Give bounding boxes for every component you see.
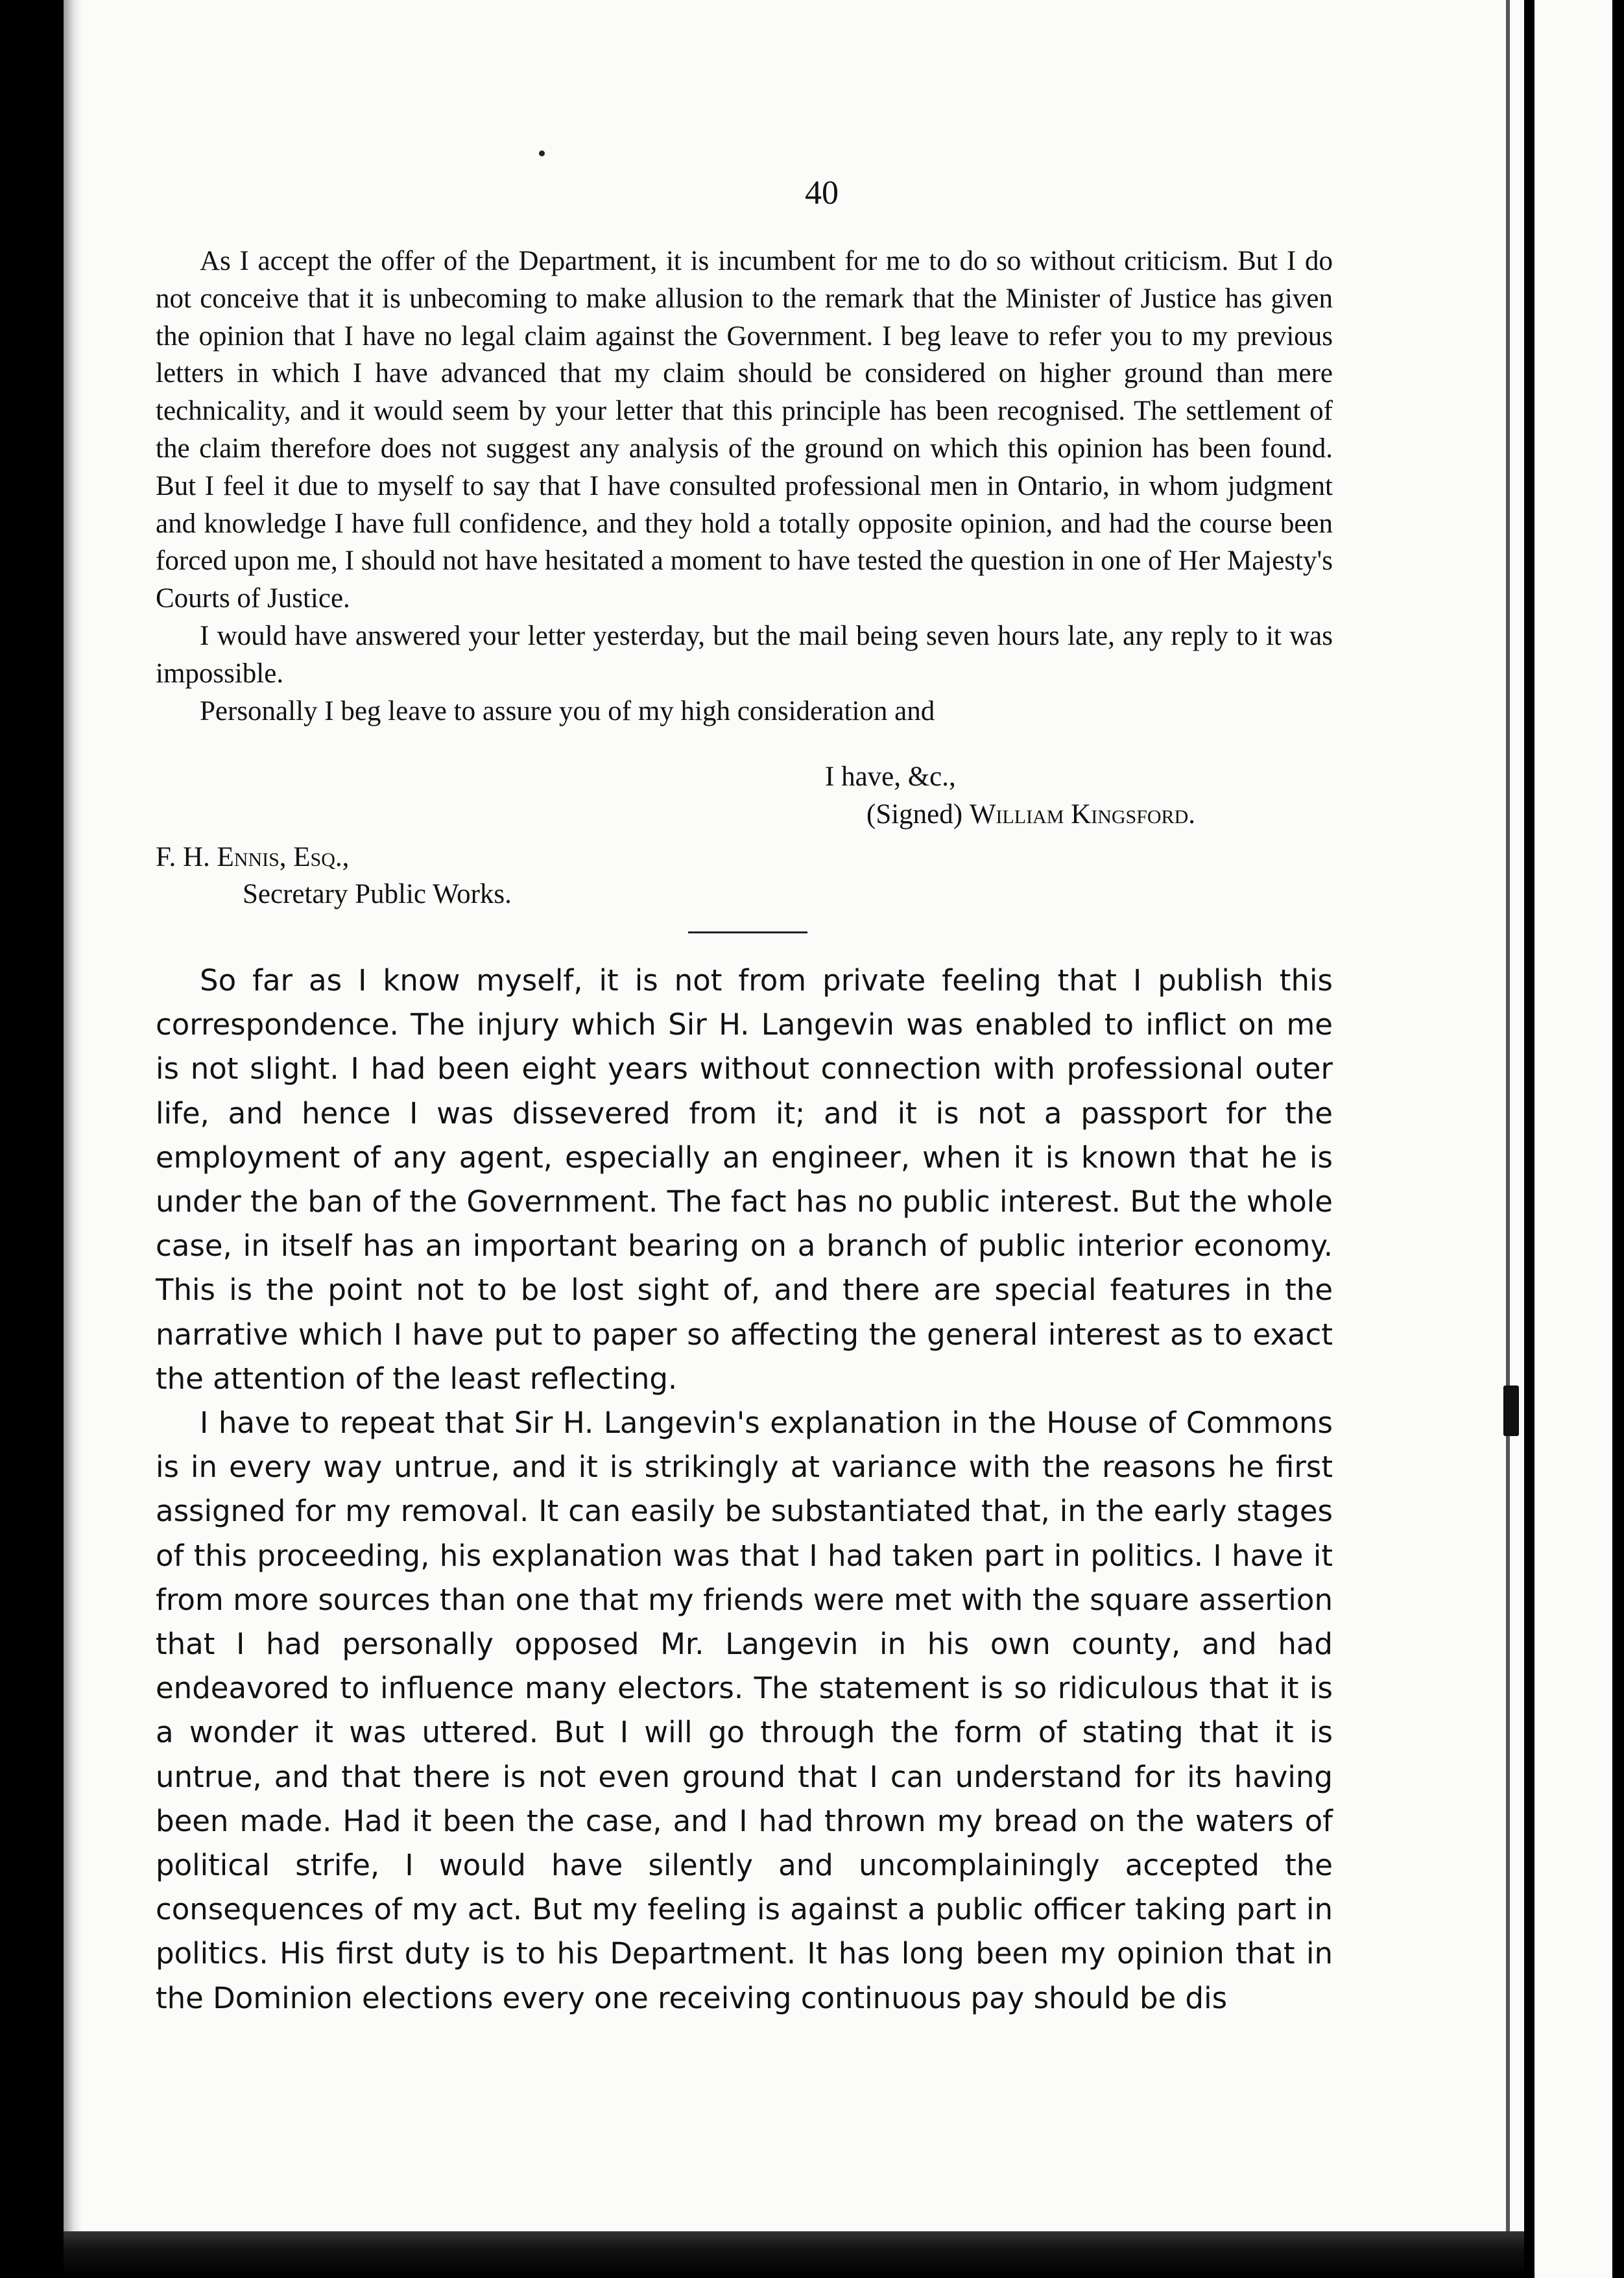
page-dot [539,150,545,156]
letter-paragraph: As I accept the offer of the Department, it is incumbent for me to do so without criticism. But I do not conceive that it is unbecoming to make allusion to the remark that the Minister of Justice has given the opinion that I have no legal claim against the Government. I beg leave to refer you to my previous letters in which I have advanced that my claim should be considered on higher ground than mere technicality, and it would seem by your letter that this principle has been recognised. The settlement of the claim therefore does not suggest any analysis of the ground on which this opinion has been found. But I feel it due to myself to say that I have consulted professional men in Ontario, in whom judgment and knowledge I have full confidence, and they hold a totally opposite opinion, and had the course been forced upon me, I should not have hesitated a moment to have tested the question in one of Her Majesty's Courts of Justice. [156,246,1333,614]
signed-prefix: (Signed) [866,799,963,830]
addressee-name: F. H. Ennis, Esq., [156,842,350,872]
signer-name: William Kingsford. [969,799,1195,830]
next-page-edge [1534,0,1612,2278]
letter-body [156,243,1333,730]
main-text [156,959,1333,2020]
page-left-edge-shadow [64,0,82,2231]
letter-paragraph: Personally I beg leave to assure you of my high consideration and [200,695,935,726]
scan-mark [1503,1385,1519,1436]
body-paragraph: So far as I know myself, it is not from private feeling that I publish this correspondence. The injury which Sir H. Langevin was enabled to inflict on me is not slight. I had been eight years without connection with professional outer life, and hence I was dissevered from it; and it is not a passport for the employment of any agent, especially an engineer, when it is known that he is under the ban of the Government. The fact has no public interest. But the whole case, in itself has an important bearing on a branch of public interior economy. This is the point not to be lost sight of, and there are special features in the narrative which I have put to paper so affecting the general interest as to exact the attention of the least reflecting. [156,963,1333,1396]
body-paragraph: I have to repeat that Sir H. Langevin's explanation in the House of Commons is in every way untrue, and it is strikingly at variance with the reasons he first assigned for my removal. It can easily be substantiated that, in the early stages of this proceeding, his explanation was that I had taken part in politics. I have it from more sources than one that my friends were met with the square assertion that I had personally opposed Mr. Langevin in his own county, and had endeavored to influence many electors. The statement is so ridiculous that it is a wonder it was uttered. But I will go through the form of stating that it is untrue, and that there is not even ground that I can understand for its having been made. Had it been the case, and I had thrown my bread on the waters of political strife, I would have silently and uncomplainingly accepted the consequences of my act. But my feeling is against a public officer taking part in politics. His first duty is to his Department. It has long been my opinion that in the Dominion elections every one receiving continuous pay should be dis [156,1406,1333,2015]
addressee-title: Secretary Public Works. [243,879,512,909]
letter-paragraph: I would have answered your letter yesterday, but the mail being seven hours late, any reply to it was impossible. [156,620,1333,689]
page-bottom-shadow [64,2231,1524,2278]
page-right-border [1506,0,1510,2231]
letter-signature [866,798,1195,830]
section-divider [688,931,807,933]
page-number: 40 [805,174,839,211]
letter-closing: I have, &c., [825,761,956,792]
